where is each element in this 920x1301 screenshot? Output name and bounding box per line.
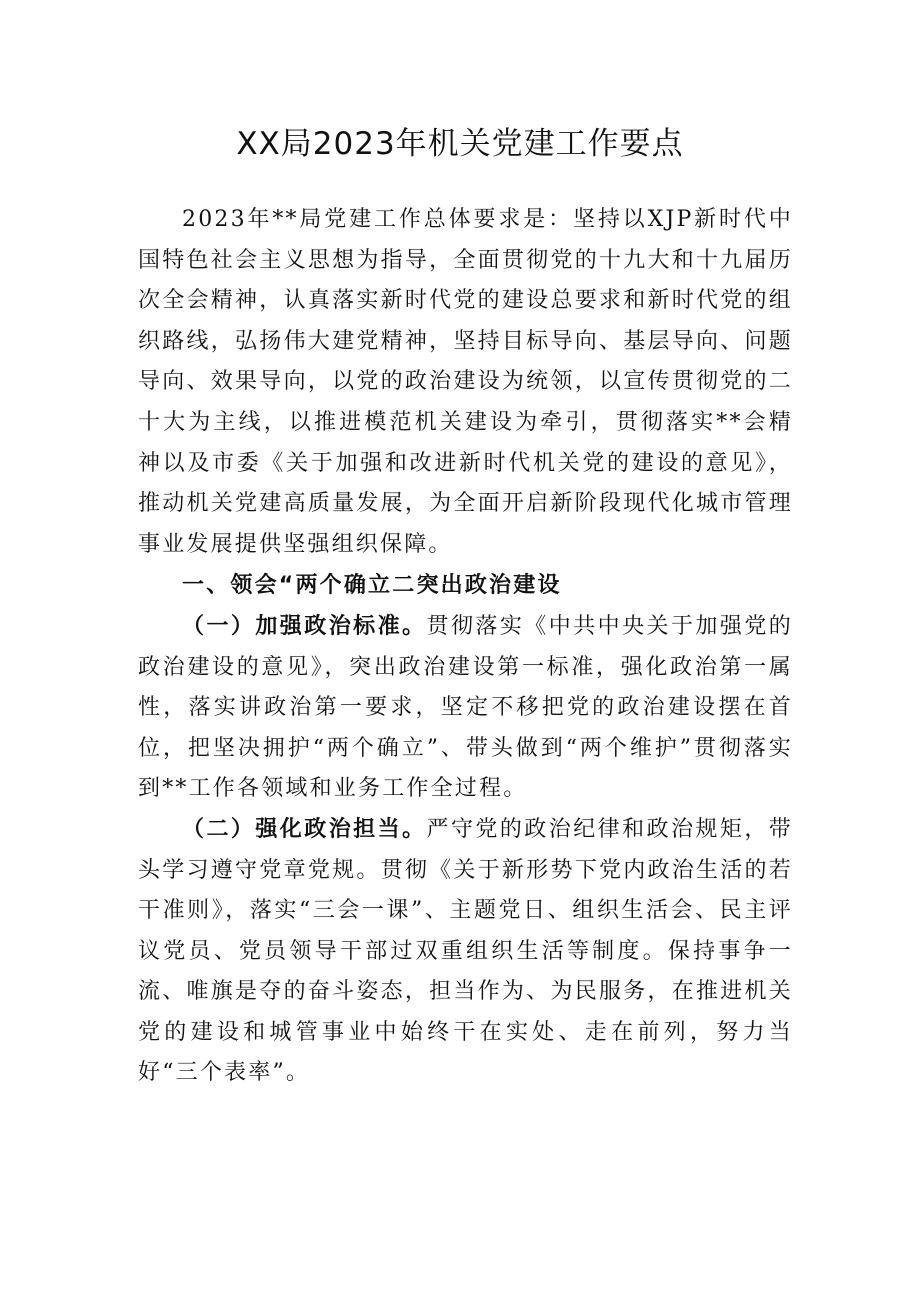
intro-paragraph: 2023年**局党建工作总体要求是：坚持以XJP新时代中国特色社会主义思想为指导，全面贯彻党的十九大和十九届历次全会精神，认真落实新时代党的建设总要求和新时代党的组织路线，弘扬伟大建党精神，坚持目标导向、基层导向、问题导向、效果导向，以党的政治建设为统领，以宣传贯彻党的二十大为主线，以推进模范机关建设为牵引，贯彻落实**会精神以及市委《关于加强和改进新时代机关党的建设的意见》，推动机关党建高质量发展，为全面开启新阶段现代化城市管理事业发展提供坚强组织保障。 (138, 207, 793, 557)
section-heading: 一、领会“两个确立二突出政治建设 (182, 573, 562, 599)
item-lead-2: （二）强化政治担当。 (182, 816, 427, 842)
item-lead-1: （一）加强政治标准。 (182, 613, 427, 639)
item-paragraph-1 (138, 607, 793, 810)
item-text-1: 贯彻落实《中共中央关于加强党的政治建设的意见》，突出政治建设第一标准，强化政治第一属性，落实讲政治第一要求，坚定不移把党的政治建设摆在首位，把坚决拥护“两个确立”、带头做到“两个维护”贯彻落实到**工作各领域和业务工作全过程。 (138, 613, 793, 802)
item-text-2: 严守党的政治纪律和政治规矩，带头学习遵守党章党规。贯彻《关于新形势下党内政治生活的若干准则》，落实“三会一课”、主题党日、组织生活会、民主评议党员、党员领导干部过双重组织生活等制度。保持事争一流、唯旗是夺的奋斗姿态，担当作为、为民服务，在推进机关党的建设和城管事业中始终干在实处、走在前列，努力当好“三个表率”。 (138, 816, 793, 1086)
document-title: XX局2023年机关党建工作要点 (236, 126, 684, 162)
document-body (138, 200, 793, 1094)
item-paragraph-2 (138, 810, 793, 1094)
